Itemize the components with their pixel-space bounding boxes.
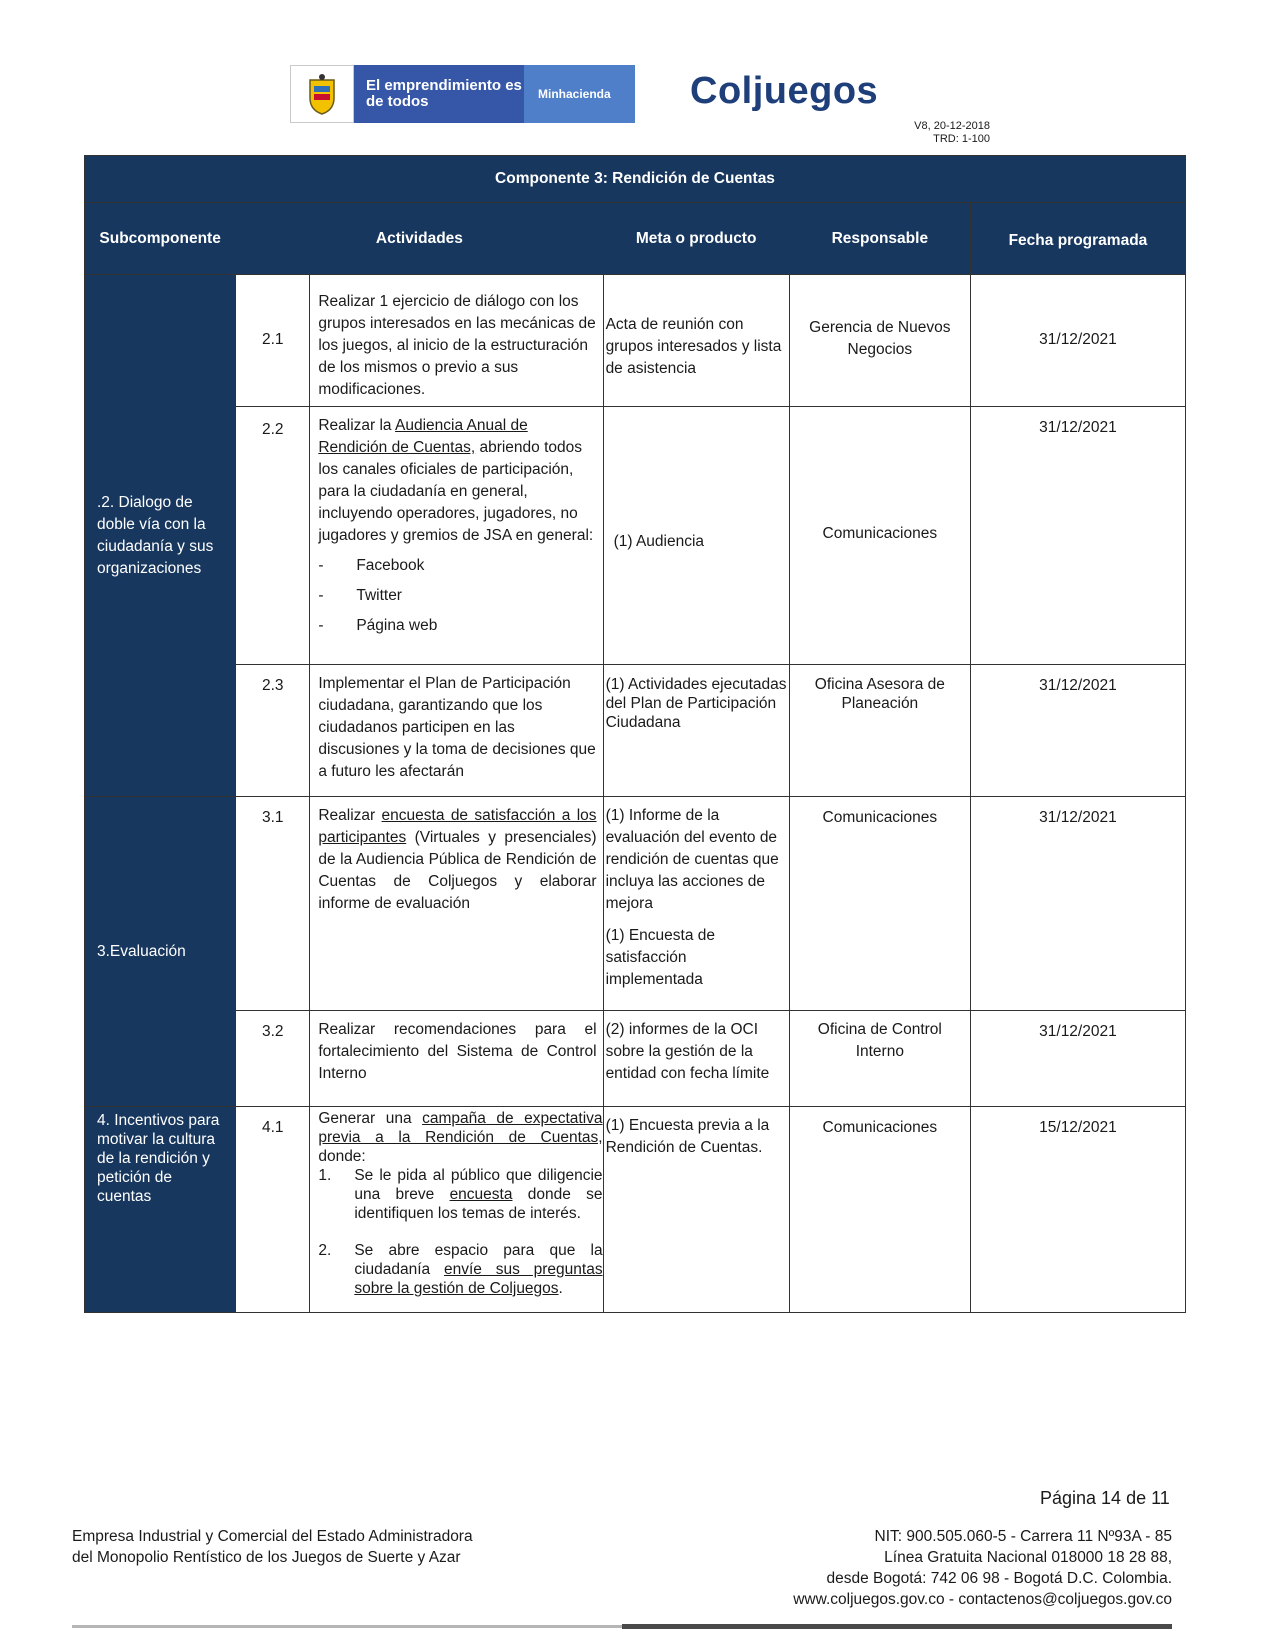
footer-divider: [622, 1624, 1172, 1629]
table-row: [85, 275, 1186, 407]
meta-cell: Acta de reunión con grupos interesados y lista de asistencia: [603, 275, 789, 407]
activity-text: Realizar: [318, 807, 382, 824]
activity-cell: Implementar el Plan de Participación ciudadana, garantizando que los ciudadanos participen en las discusiones y la toma de decisiones que a futuro les afectarán: [310, 665, 603, 797]
activity-cell: [310, 407, 603, 665]
gov-logo-text: El emprendimiento es de todos: [354, 65, 524, 123]
responsible-cell: Gerencia de Nuevos Negocios: [789, 275, 970, 407]
page-number: Página 14 de 11: [1040, 1488, 1170, 1508]
list-text: Se le pida al público que diligencie una breve: [354, 1167, 603, 1203]
table-row: [85, 407, 1186, 665]
list-item: [318, 615, 596, 637]
subcomponent-cell: 4. Incentivos para motivar la cultura de la rendición y petición de cuentas: [85, 1107, 236, 1313]
meta-item: (1) Encuesta de satisfacción implementada: [605, 927, 715, 988]
responsible-cell: Comunicaciones: [789, 407, 970, 665]
responsible-cell: Oficina Asesora de Planeación: [789, 665, 970, 797]
list-text: Se abre espacio para que la ciudadanía: [354, 1242, 603, 1278]
date-cell: 31/12/2021: [970, 665, 1185, 797]
col-responsable: Responsable: [789, 203, 970, 275]
responsible-cell: Oficina de Control Interno: [789, 1011, 970, 1107]
table-header-row: [85, 203, 1186, 275]
table-row: [85, 665, 1186, 797]
footer-contact: [793, 1526, 1172, 1610]
version-text: V8, 20-12-2018: [914, 120, 990, 132]
row-number: 2.3: [236, 665, 310, 797]
activity-text: Generar una: [318, 1110, 423, 1127]
footer-text: NIT: 900.505.060-5 - Carrera 11 Nº93A - 85: [874, 1528, 1172, 1545]
coljuegos-logo: [690, 70, 878, 113]
channel-web: Página web: [356, 617, 438, 634]
meta-item: (1) Informe de la evaluación del evento de rendición de cuentas que incluya las acciones de mejora: [605, 807, 779, 912]
table-row: [85, 1011, 1186, 1107]
table-row: [85, 797, 1186, 1011]
footer-divider: [72, 1625, 622, 1628]
activity-link[interactable]: Audiencia Anual de Rendición de Cuentas,: [318, 417, 528, 456]
activity-cell: [310, 1107, 603, 1313]
ministry-label: Minhacienda: [524, 65, 635, 123]
activity-cell: [310, 797, 603, 1011]
col-fecha: Fecha programada: [970, 203, 1185, 275]
bullet: -: [318, 617, 324, 634]
activity-text: abriendo todos los canales oficiales de participación, para la ciudadanía en general, incluyendo operadores, jugadores, no jugadores y gremios de JSA en general:: [318, 439, 594, 544]
date-cell: 31/12/2021: [970, 1011, 1185, 1107]
list-item: [318, 555, 596, 577]
date-cell: 31/12/2021: [970, 407, 1185, 665]
row-number: 2.1: [236, 275, 310, 407]
list-item: [318, 1166, 602, 1223]
activity-text: donde:: [318, 1148, 366, 1165]
questions-link[interactable]: envíe sus preguntas sobre la gestión de Coljuegos: [354, 1261, 603, 1297]
row-number: 3.1: [236, 797, 310, 1011]
footer-text: Línea Gratuita Nacional 018000 18 28 88,: [884, 1549, 1172, 1566]
row-number: 3.2: [236, 1011, 310, 1107]
table-title: Componente 3: Rendición de Cuentas: [85, 156, 1186, 203]
meta-cell: (2) informes de la OCI sobre la gestión de la entidad con fecha límite: [603, 1011, 789, 1107]
activity-cell: Realizar recomendaciones para el fortalecimiento del Sistema de Control Interno: [310, 1011, 603, 1107]
row-number: 2.2: [236, 407, 310, 665]
footer-text: Empresa Industrial y Comercial del Estado Administradora: [72, 1528, 473, 1545]
meta-cell: (1) Encuesta previa a la Rendición de Cuentas.: [603, 1107, 789, 1313]
channel-twitter: Twitter: [356, 587, 402, 604]
bullet: -: [318, 557, 324, 574]
activity-link[interactable]: campaña de expectativa previa a la Rendición de Cuentas,: [318, 1110, 603, 1146]
document-version: [905, 120, 990, 146]
survey-link[interactable]: encuesta: [449, 1186, 513, 1203]
footer-link[interactable]: www.coljuegos.gov.co - contactenos@coljuegos.gov.co: [793, 1591, 1172, 1608]
date-cell: 31/12/2021: [970, 275, 1185, 407]
col-actividades: Actividades: [236, 203, 603, 275]
rendicion-cuentas-table: [84, 155, 1186, 1313]
footer-company: [72, 1526, 473, 1568]
list-marker: 1.: [318, 1167, 332, 1184]
col-subcomponente: Subcomponente: [85, 203, 236, 275]
list-marker: 2.: [318, 1242, 332, 1259]
bullet: -: [318, 587, 324, 604]
date-cell: 31/12/2021: [970, 797, 1185, 1011]
activity-link[interactable]: encuesta de satisfacción a los participantes: [318, 807, 597, 846]
row-number: 4.1: [236, 1107, 310, 1313]
activity-cell: Realizar 1 ejercicio de diálogo con los grupos interesados en las mecánicas de los juegos, al inicio de la estructuración de los mismos o previo a sus modificaciones.: [310, 275, 603, 407]
responsible-cell: Comunicaciones: [789, 797, 970, 1011]
date-cell: 15/12/2021: [970, 1107, 1185, 1313]
activity-text: Realizar la: [318, 417, 396, 434]
meta-cell: (1) Audiencia: [603, 407, 789, 665]
trd-text: TRD: 1-100: [933, 133, 990, 145]
subcomponent-cell: .2. Dialogo de doble vía con la ciudadanía y sus organizaciones: [85, 275, 236, 797]
list-text: .: [558, 1280, 563, 1297]
brand-name: Coljuegos: [690, 70, 879, 112]
list-item: [318, 1241, 602, 1298]
list-text: donde se identifiquen los temas de interés.: [354, 1186, 603, 1222]
list-item: [318, 585, 596, 607]
meta-cell: [603, 797, 789, 1011]
meta-cell: (1) Actividades ejecutadas del Plan de Participación Ciudadana: [603, 665, 789, 797]
activity-text: (Virtuales y presenciales) de la Audiencia Pública de Rendición de Cuentas de Coljuegos y elaborar informe de evaluación: [318, 829, 597, 912]
col-meta: Meta o producto: [603, 203, 789, 275]
government-logo: [290, 65, 635, 123]
responsible-cell: Comunicaciones: [789, 1107, 970, 1313]
subcomponent-cell: 3.Evaluación: [85, 797, 236, 1107]
footer-text: del Monopolio Rentístico de los Juegos de Suerte y Azar: [72, 1549, 461, 1566]
footer-text: desde Bogotá: 742 06 98 - Bogotá D.C. Colombia.: [826, 1570, 1172, 1587]
table-row: [85, 1107, 1186, 1313]
channel-facebook: Facebook: [356, 557, 425, 574]
coat-of-arms-icon: [290, 65, 354, 123]
